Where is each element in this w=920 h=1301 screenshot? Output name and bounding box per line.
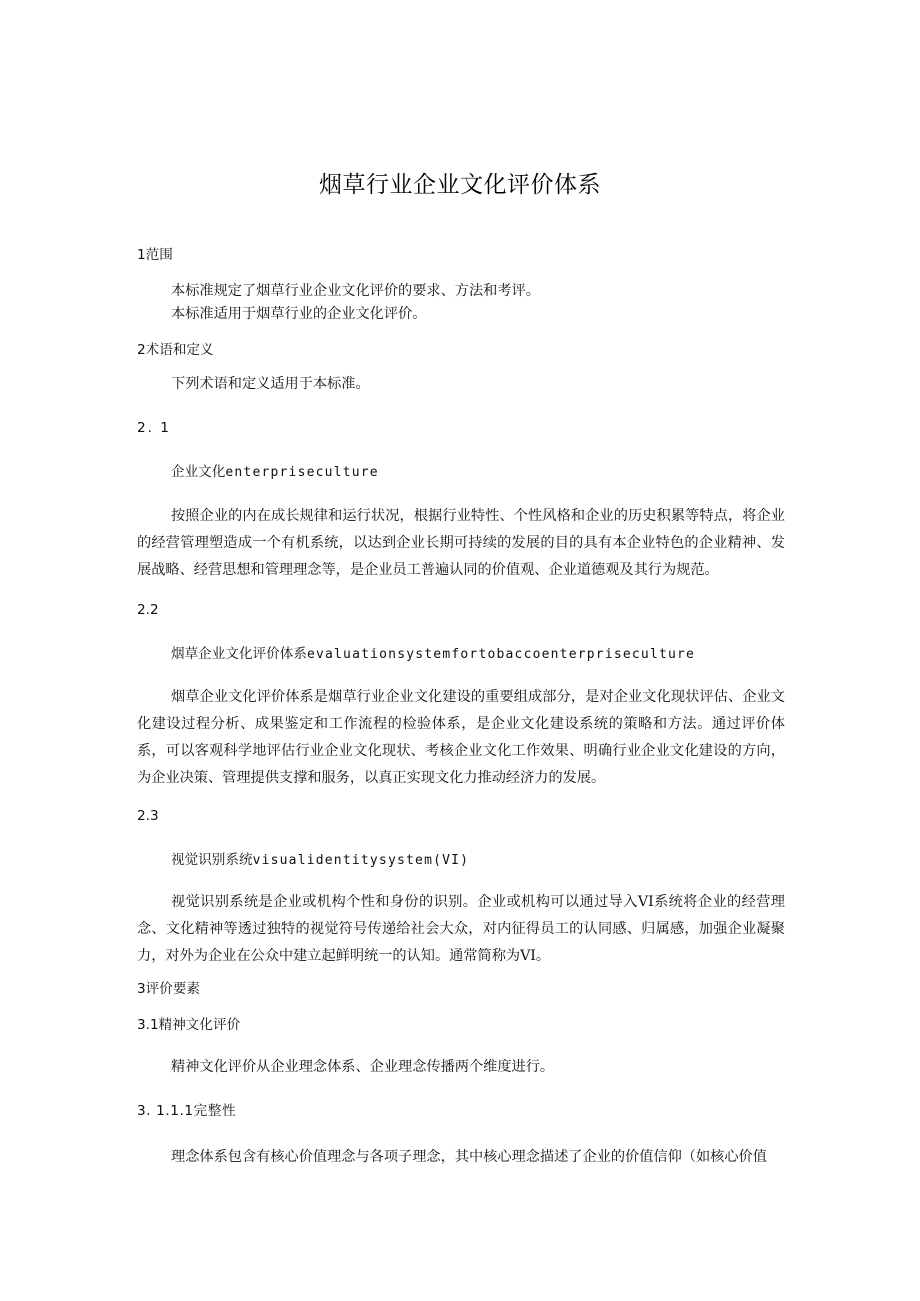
clause-2-1-term [171, 462, 379, 483]
clause-3-1-paragraph: 精神文化评价从企业理念体系、企业理念传播两个维度进行。 [171, 1059, 555, 1075]
section-3-heading: 3评价要素 [137, 981, 201, 997]
clause-2-1-definition: 按照企业的内在成长规律和运行状况，根据行业特性、个性风格和企业的历史积累等特点，将企业的经营管理塑造成一个有机系统，以达到企业长期可持续的发展的目的具有本企业特色的企业精神、发展战略、经营思想和管理理念等，是企业员工普遍认同的价值观、企业道德观及其行为规范。 [137, 508, 785, 578]
term-chinese: 企业文化 [171, 464, 226, 480]
term-english: enterpriseculture [225, 465, 379, 480]
document-title: 烟草行业企业文化评价体系 [319, 172, 601, 198]
term-chinese: 视觉识别系统 [171, 852, 253, 868]
clause-2-3-term [171, 850, 469, 871]
term-chinese: 烟草企业文化评价体系 [171, 646, 307, 662]
clause-2-3-definition: 视觉识别系统是企业或机构个性和身份的识别。企业或机构可以通过导入VI系统将企业的经营理念、文化精神等透过独特的视觉符号传递给社会大众，对内征得员工的认同感、归属感，加强企业凝聚力，对外为企业在公众中建立起鲜明统一的认知。通常简称为VI。 [137, 894, 785, 964]
clause-2-1-number: 2. 1 [137, 420, 171, 436]
clause-3-1-1-1-heading: 3. 1.1.1完整性 [137, 1103, 237, 1119]
section-1-paragraph-1: 本标准规定了烟草行业企业文化评价的要求、方法和考评。 [171, 283, 540, 299]
clause-3-1-heading: 3.1精神文化评价 [137, 1017, 241, 1033]
clause-2-3-number: 2.3 [137, 808, 159, 824]
clause-2-2-definition: 烟草企业文化评价体系是烟草行业企业文化建设的重要组成部分，是对企业文化现状评估、企业文化建设过程分析、成果鉴定和工作流程的检验体系，是企业文化建设系统的策略和方法。通过评价体系，可以客观科学地评估行业企业文化现状、考核企业文化工作效果、明确行业企业文化建设的方向，为企业决策、管理提供支撑和服务，以真正实现文化力推动经济力的发展。 [137, 689, 785, 786]
clause-3-1-1-1-paragraph: 理念体系包含有核心价值理念与各项子理念，其中核心理念描述了企业的价值信仰（如核心价值 [171, 1149, 767, 1165]
section-2-intro: 下列术语和定义适用于本标准。 [171, 376, 370, 392]
section-1-paragraph-2: 本标准适用于烟草行业的企业文化评价。 [171, 306, 427, 322]
section-1-heading: 1范围 [137, 247, 173, 263]
section-2-heading: 2术语和定义 [137, 342, 214, 358]
term-english: visualidentitysystem(VI) [252, 853, 470, 868]
term-english: evaluationsystemfortobaccoenterpriseculture [306, 647, 696, 662]
clause-2-2-term [171, 644, 695, 665]
clause-2-2-number: 2.2 [137, 602, 159, 618]
